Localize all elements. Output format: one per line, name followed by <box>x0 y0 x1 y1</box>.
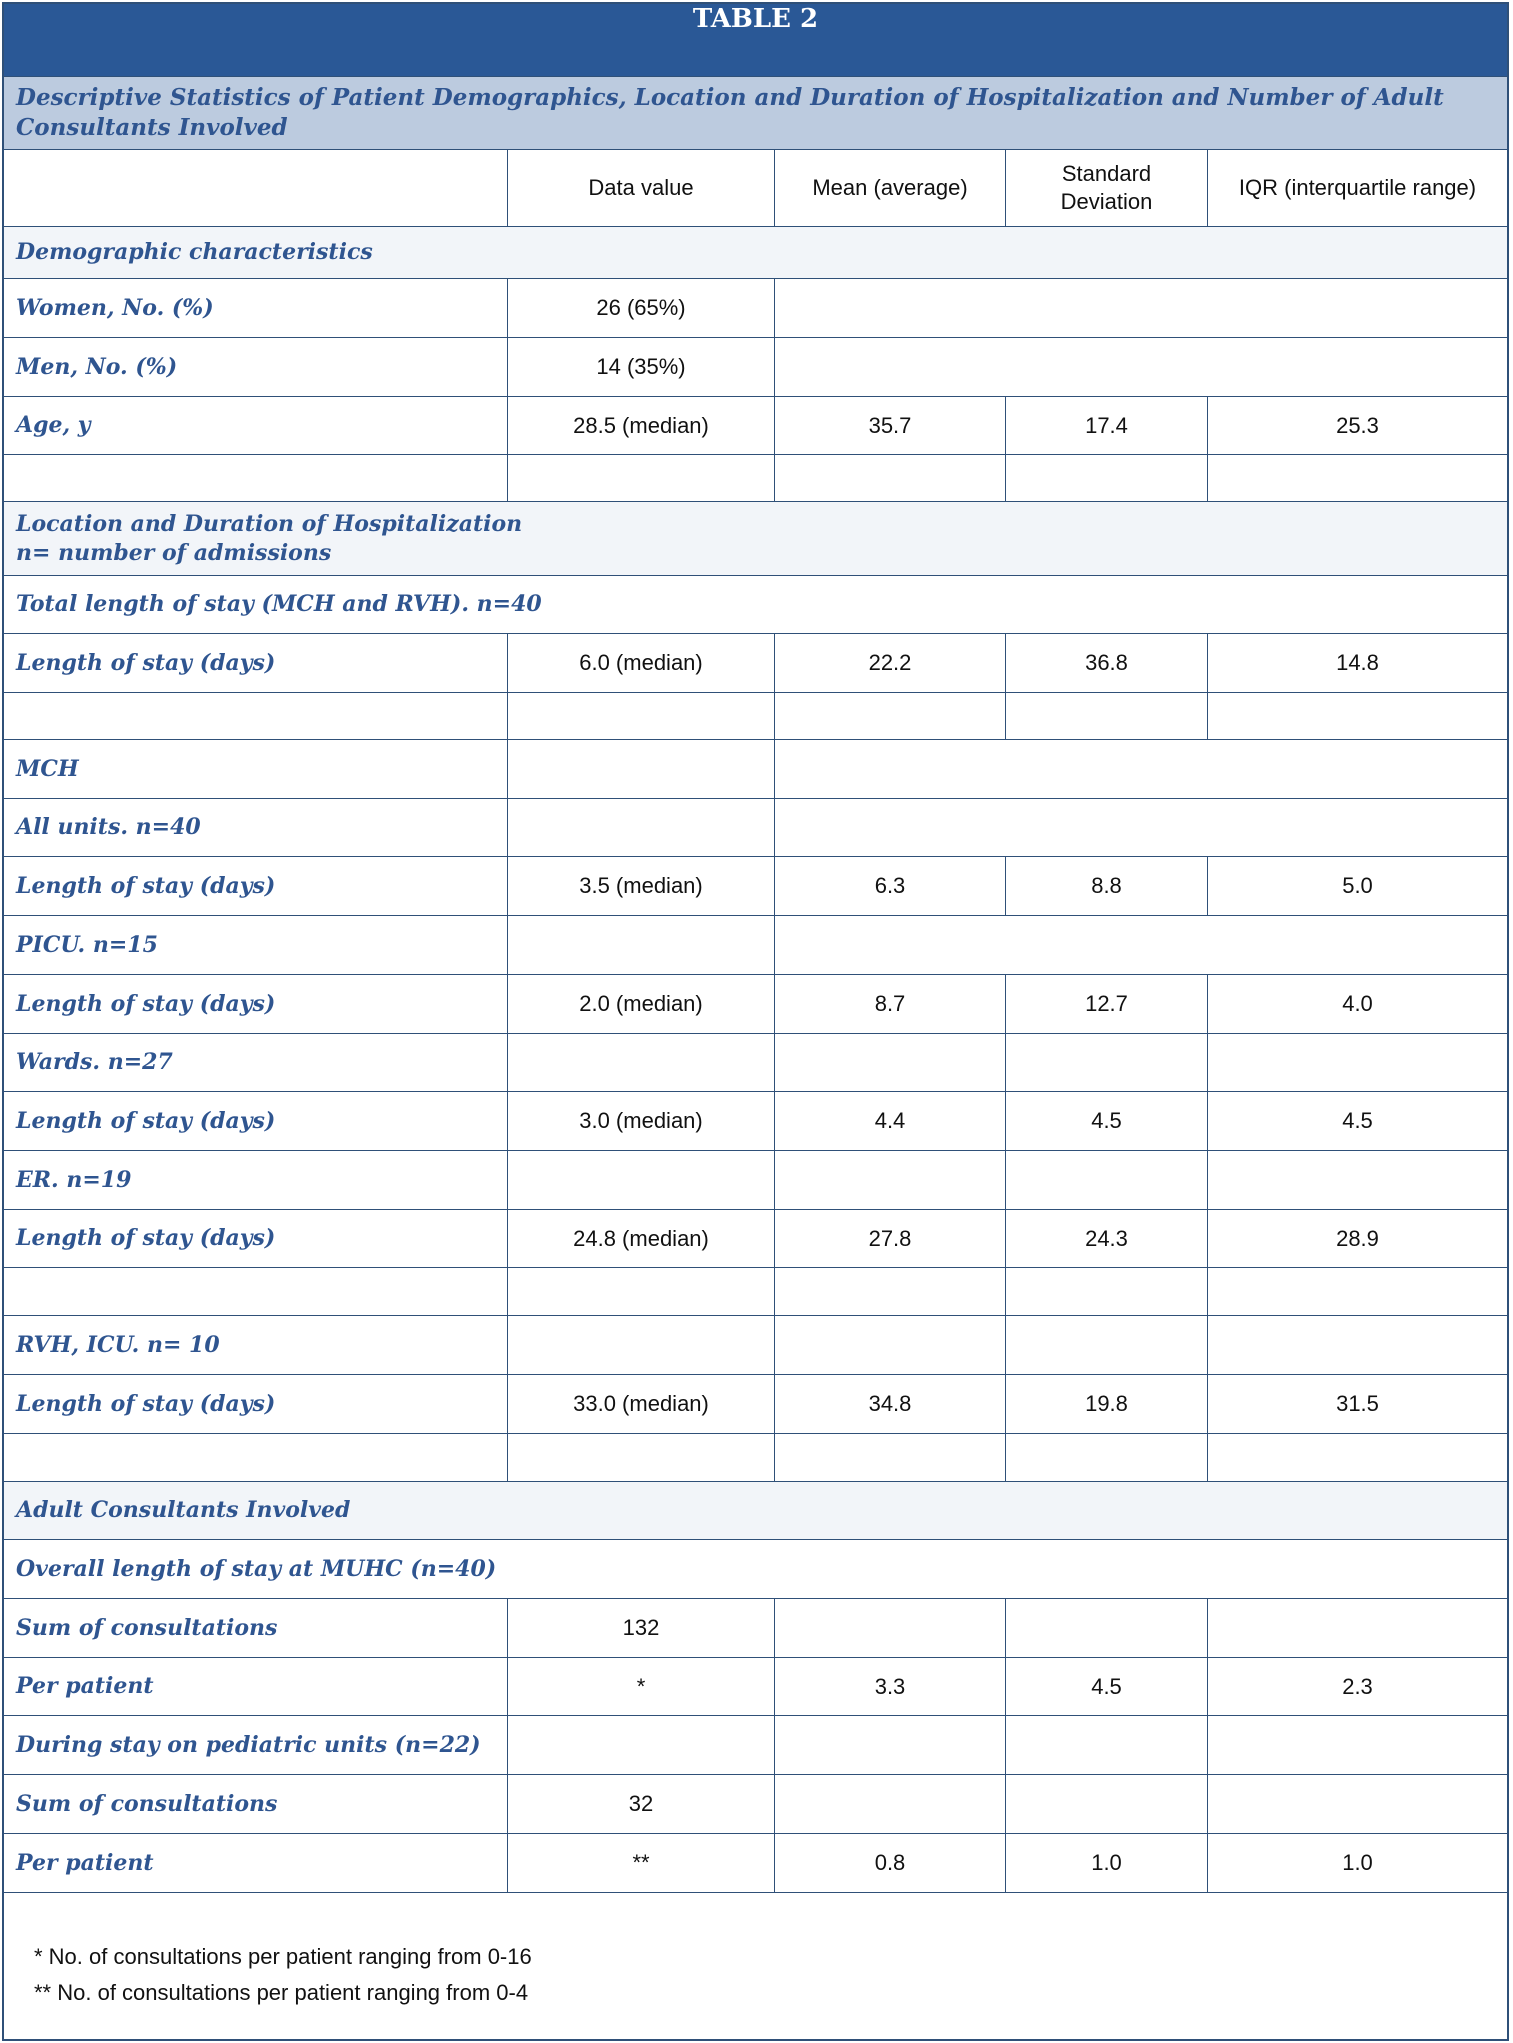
overall_per-row <box>4 1658 1507 1716</box>
sd-value <box>1005 1775 1207 1833</box>
data-value <box>507 1034 774 1091</box>
row-label: Men, No. (%) <box>16 353 178 380</box>
total_los-row <box>4 634 1507 693</box>
row-label: Per patient <box>16 1849 154 1876</box>
empty-cell <box>774 1434 1005 1481</box>
header-row <box>4 150 1507 227</box>
section-heading <box>4 502 1507 575</box>
iqr-value: 14.8 <box>1207 634 1507 692</box>
sd-value: 4.5 <box>1005 1658 1207 1715</box>
sd-value: 4.5 <box>1005 1092 1207 1150</box>
mean-value <box>774 1716 1005 1774</box>
spacer-row <box>4 1268 1507 1316</box>
data-value <box>507 740 774 798</box>
section-heading: Adult Consultants Involved <box>16 1497 351 1523</box>
sd-value <box>1005 1316 1207 1374</box>
header-mean: Mean (average) <box>774 150 1005 226</box>
empty-cell <box>1005 1434 1207 1481</box>
mean-value: 3.3 <box>774 1658 1005 1715</box>
er-row <box>4 1151 1507 1210</box>
mean-value <box>774 1775 1005 1833</box>
overall-row <box>4 1540 1507 1599</box>
empty-cell <box>774 693 1005 739</box>
women-row <box>4 279 1507 338</box>
row-label: Length of stay (days) <box>16 1107 276 1134</box>
empty-cell <box>1005 1268 1207 1315</box>
adult-row <box>4 1482 1507 1540</box>
sd-value <box>1005 1034 1207 1091</box>
empty-cell <box>1207 693 1507 739</box>
wards_los-row <box>4 1092 1507 1151</box>
row-label: All units. n=40 <box>16 814 201 840</box>
demographic-row <box>4 227 1507 279</box>
empty-cell <box>507 1268 774 1315</box>
sd-value <box>1005 1599 1207 1657</box>
peds-row <box>4 1716 1507 1775</box>
mean-value <box>774 1599 1005 1657</box>
row-label: RVH, ICU. n= 10 <box>16 1331 220 1358</box>
header-data-value: Data value <box>507 150 774 226</box>
row-label: Women, No. (%) <box>16 294 214 321</box>
empty-cell <box>507 455 774 501</box>
location-row <box>4 502 1507 576</box>
iqr-value: 2.3 <box>1207 1658 1507 1715</box>
spacer-row <box>4 455 1507 502</box>
data-value <box>507 1716 774 1774</box>
mean-value: 34.8 <box>774 1375 1005 1433</box>
sd-value <box>1005 1716 1207 1774</box>
row-label: Overall length of stay at MUHC (n=40) <box>16 1555 497 1582</box>
empty-cell <box>774 455 1005 501</box>
empty-cell <box>4 693 507 739</box>
er_los-row <box>4 1210 1507 1268</box>
picu-row <box>4 916 1507 975</box>
row-label: Length of stay (days) <box>16 649 276 676</box>
merged-empty-cell <box>774 916 1507 974</box>
data-value <box>507 1151 774 1209</box>
empty-cell <box>1005 693 1207 739</box>
data-value: ** <box>507 1834 774 1892</box>
header-iqr: IQR (interquartile range) <box>1207 150 1507 226</box>
mean-value: 27.8 <box>774 1210 1005 1267</box>
spacer-row <box>4 693 1507 740</box>
total-row <box>4 576 1507 634</box>
mean-value <box>774 1316 1005 1374</box>
row-label: MCH <box>16 755 79 782</box>
empty-cell <box>4 1268 507 1315</box>
footer-row <box>4 1893 1507 2039</box>
empty-cell <box>4 1434 507 1481</box>
empty-cell <box>507 1434 774 1481</box>
peds_per-row <box>4 1834 1507 1893</box>
empty-cell <box>1207 1434 1507 1481</box>
sd-value: 12.7 <box>1005 975 1207 1033</box>
sd-value: 1.0 <box>1005 1834 1207 1892</box>
merged-empty-cell <box>774 740 1507 798</box>
peds_sum-row <box>4 1775 1507 1834</box>
iqr-value <box>1207 1316 1507 1374</box>
row-label: Total length of stay (MCH and RVH). n=40 <box>16 591 542 617</box>
mean-value: 22.2 <box>774 634 1005 692</box>
wards-row <box>4 1034 1507 1092</box>
merged-empty-cell <box>774 799 1507 856</box>
empty-cell <box>507 693 774 739</box>
all_units-row <box>4 799 1507 857</box>
data-value: 28.5 (median) <box>507 397 774 454</box>
overall_sum-row <box>4 1599 1507 1658</box>
section-note: n= number of admissions <box>16 539 332 566</box>
row-label: PICU. n=15 <box>16 931 158 958</box>
data-value: 14 (35%) <box>507 338 774 396</box>
iqr-value: 4.0 <box>1207 975 1507 1033</box>
empty-cell <box>1207 455 1507 501</box>
data-value: 24.8 (median) <box>507 1210 774 1267</box>
row-label: Per patient <box>16 1673 154 1699</box>
iqr-value <box>1207 1599 1507 1657</box>
empty-cell <box>774 1268 1005 1315</box>
iqr-value: 1.0 <box>1207 1834 1507 1892</box>
data-value <box>507 1316 774 1374</box>
row-label: Sum of consultations <box>16 1614 278 1641</box>
sd-value: 19.8 <box>1005 1375 1207 1433</box>
mean-value <box>774 1034 1005 1091</box>
footnote-1: * No. of consultations per patient ranging from 0-16 <box>34 1944 532 1969</box>
header-empty <box>4 150 507 226</box>
statistics-table <box>2 2 1509 2041</box>
data-value: 6.0 (median) <box>507 634 774 692</box>
all_units_los-row <box>4 857 1507 916</box>
mean-value <box>774 1151 1005 1209</box>
rvh_los-row <box>4 1375 1507 1434</box>
row-label: Length of stay (days) <box>16 990 276 1017</box>
row-label: Length of stay (days) <box>16 872 276 899</box>
picu_los-row <box>4 975 1507 1034</box>
table-title: TABLE 2 <box>4 4 1507 77</box>
data-value: 3.5 (median) <box>507 857 774 915</box>
row-label: Length of stay (days) <box>16 1390 276 1417</box>
mean-value: 6.3 <box>774 857 1005 915</box>
merged-empty-cell <box>774 338 1507 396</box>
data-value: 3.0 (median) <box>507 1092 774 1150</box>
row-label: Wards. n=27 <box>16 1049 173 1075</box>
data-value: * <box>507 1658 774 1715</box>
section-heading-text: Location and Duration of Hospitalization <box>16 510 523 537</box>
data-value: 33.0 (median) <box>507 1375 774 1433</box>
sd-value: 36.8 <box>1005 634 1207 692</box>
header-sd-text: Standard Deviation <box>1060 161 1153 214</box>
data-value: 32 <box>507 1775 774 1833</box>
spacer-row <box>4 1434 1507 1482</box>
sd-value <box>1005 1151 1207 1209</box>
row-label: ER. n=19 <box>16 1166 132 1193</box>
footnote-2: ** No. of consultations per patient ranging from 0-4 <box>34 1980 529 2005</box>
mean-value: 35.7 <box>774 397 1005 454</box>
caption-row <box>4 77 1507 150</box>
iqr-value <box>1207 1716 1507 1774</box>
data-value <box>507 799 774 856</box>
sd-value: 8.8 <box>1005 857 1207 915</box>
empty-cell <box>4 455 507 501</box>
data-value <box>507 916 774 974</box>
iqr-value <box>1207 1151 1507 1209</box>
empty-cell <box>1005 455 1207 501</box>
mean-value: 4.4 <box>774 1092 1005 1150</box>
table-caption: Descriptive Statistics of Patient Demographics, Location and Duration of Hospitalization and Number of Adult Consultants Involved <box>16 84 1444 141</box>
mean-value: 0.8 <box>774 1834 1005 1892</box>
merged-empty-cell <box>774 279 1507 337</box>
data-value: 2.0 (median) <box>507 975 774 1033</box>
iqr-value: 28.9 <box>1207 1210 1507 1267</box>
row-label: During stay on pediatric units (n=22) <box>16 1731 481 1758</box>
iqr-value <box>1207 1034 1507 1091</box>
men-row <box>4 338 1507 397</box>
header-standard-deviation <box>1005 150 1207 226</box>
row-label: Length of stay (days) <box>16 1225 276 1251</box>
iqr-value <box>1207 1775 1507 1833</box>
age-row <box>4 397 1507 455</box>
data-value: 26 (65%) <box>507 279 774 337</box>
sd-value: 24.3 <box>1005 1210 1207 1267</box>
iqr-value: 4.5 <box>1207 1092 1507 1150</box>
rvh-row <box>4 1316 1507 1375</box>
row-label: Age, y <box>16 412 91 438</box>
section-heading: Demographic characteristics <box>16 239 373 265</box>
sd-value: 17.4 <box>1005 397 1207 454</box>
mch-row <box>4 740 1507 799</box>
iqr-value: 31.5 <box>1207 1375 1507 1433</box>
data-value: 132 <box>507 1599 774 1657</box>
iqr-value: 5.0 <box>1207 857 1507 915</box>
row-label: Sum of consultations <box>16 1790 278 1817</box>
empty-cell <box>1207 1268 1507 1315</box>
iqr-value: 25.3 <box>1207 397 1507 454</box>
mean-value: 8.7 <box>774 975 1005 1033</box>
